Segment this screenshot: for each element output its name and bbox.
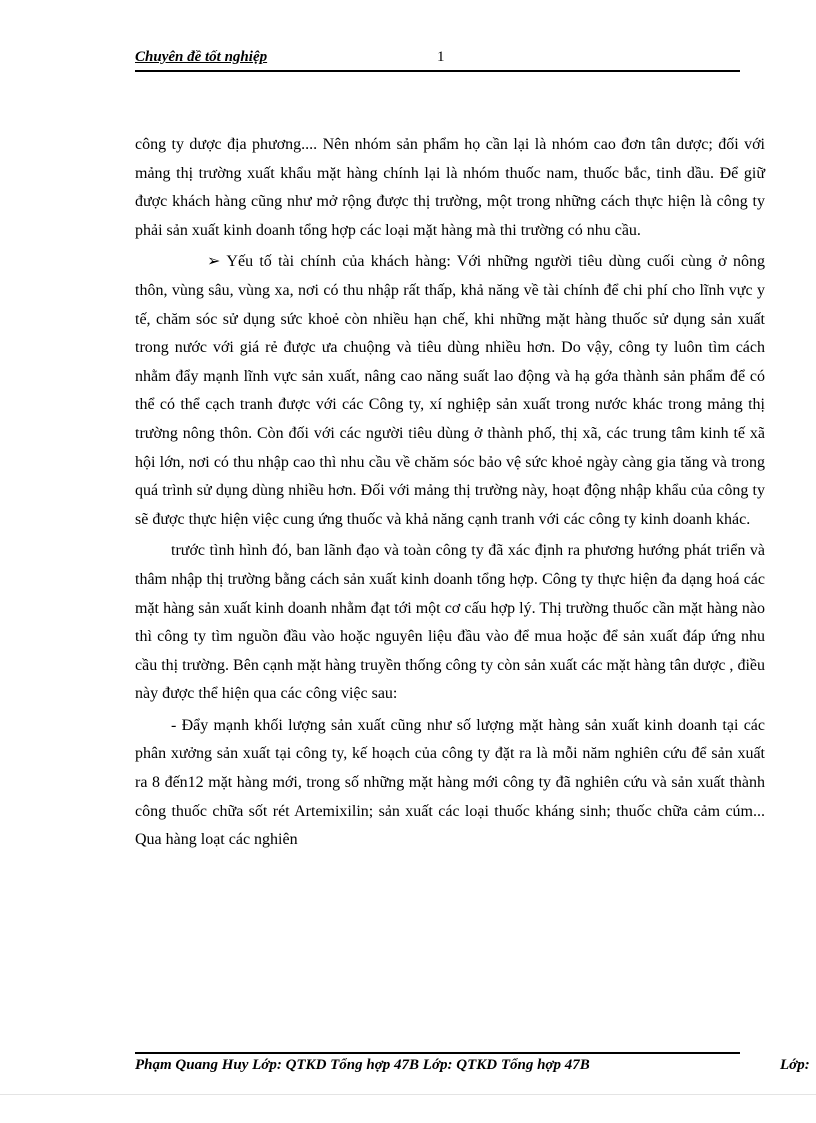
header-title: Chuyên đề tốt nghiệp	[135, 49, 268, 65]
document-body	[135, 131, 765, 858]
paragraph-3: trước tình hình đó, ban lãnh đạo và toàn công ty đã xác định ra phương hướng phát triển và thâm nhập thị trường bằng cách sản xuất kinh doanh tổng hợp. Công ty thực hiện đa dạng hoá các mặt hàng sản xuất kinh doanh nhằm đạt tới một cơ cấu hợp lý. Thị trường thuốc cần mặt hàng nào thì công ty tìm nguồn đầu vào hoặc nguyên liệu đầu vào để mua hoặc để sản xuất đáp ứng nhu cầu thị trường. Bên cạnh mặt hàng truyền thống công ty còn sản xuất các mặt hàng tân dược , điều này được thể hiện qua các công việc sau:	[135, 542, 765, 703]
arrow-bullet-icon: ➢	[207, 253, 221, 271]
paragraph-2-text: Yếu tố tài chính của khách hàng: Với những người tiêu dùng cuối cùng ở nông thôn, vùng sâu, vùng xa, nơi có thu nhập rất thấp, khả năng về tài chính để chi phí cho lĩnh vực y tế, chăm sóc sử dụng sức khoẻ còn nhiều hạn chế, khi những mặt hàng thuốc sử dụng sản xuất trong nước với giá rẻ được ưa chuộng và tiêu dùng nhiều hơn. Do vậy, công ty luôn tìm cách nhằm đẩy mạnh lĩnh vực sản xuất, nâng cao năng suất lao động và hạ gớa thành sản phẩm để có thể có thể cạch tranh được với các Công ty, xí nghiệp sản xuất trong nước khác trong mảng thị trường nông thôn. Còn đối với các người tiêu dùng ở thành phố, thị xã, các trung tâm kinh tế xã hội lớn, nơi có thu nhập cao thì nhu cầu về chăm sóc bảo vệ sức khoẻ ngày càng gia tăng và trong quá trình sử dụng dùng nhiều hơn. Đối với mảng thị trường này, hoạt động nhập khẩu của công ty sẽ được thực hiện việc cung ứng thuốc và khả năng cạnh tranh với các công ty kinh doanh khác.	[135, 253, 765, 528]
paragraph-1: công ty dược địa phương.... Nên nhóm sản phẩm họ cần lại là nhóm cao đơn tân dược; đối với mảng thị trường xuất khẩu mặt hàng chính lại là nhóm thuốc nam, thuốc bắc, tinh dầu. Để giữ được khách hàng cũng như mở rộng được thị trường, một trong những cách thực hiện là công ty phải sản xuất kinh doanh tổng hợp các loại mặt hàng mà thi trường có nhu cầu.	[135, 136, 765, 239]
paragraph-4: - Đẩy mạnh khối lượng sản xuất cũng như số lượng mặt hàng sản xuất kinh doanh tại các phân xưởng sản xuất tại công ty, kế hoạch của công ty đặt ra là mỗi năm nghiên cứu để sản xuất ra 8 đến12 mặt hàng mới, trong số những mặt hàng mới công ty đã nghiên cứu và sản xuất thành công thuốc chữa sốt rét Artemixilin; sản xuất các loại thuốc kháng sinh; thuốc chữa cảm cúm... Qua hàng loạt các nghiên	[135, 716, 765, 849]
paragraph-2-bullet	[135, 248, 765, 534]
footer-author-class: Phạm Quang Huy Lớp: QTKD Tổng hợp 47B Lớp: QTKD Tổng hợp 47B	[135, 1057, 590, 1073]
footer-divider	[135, 1052, 740, 1054]
page-edge-line	[0, 1094, 816, 1095]
page-header	[135, 48, 740, 72]
page-number: 1	[437, 49, 445, 65]
footer-right-label: Lớp:	[780, 1057, 810, 1073]
